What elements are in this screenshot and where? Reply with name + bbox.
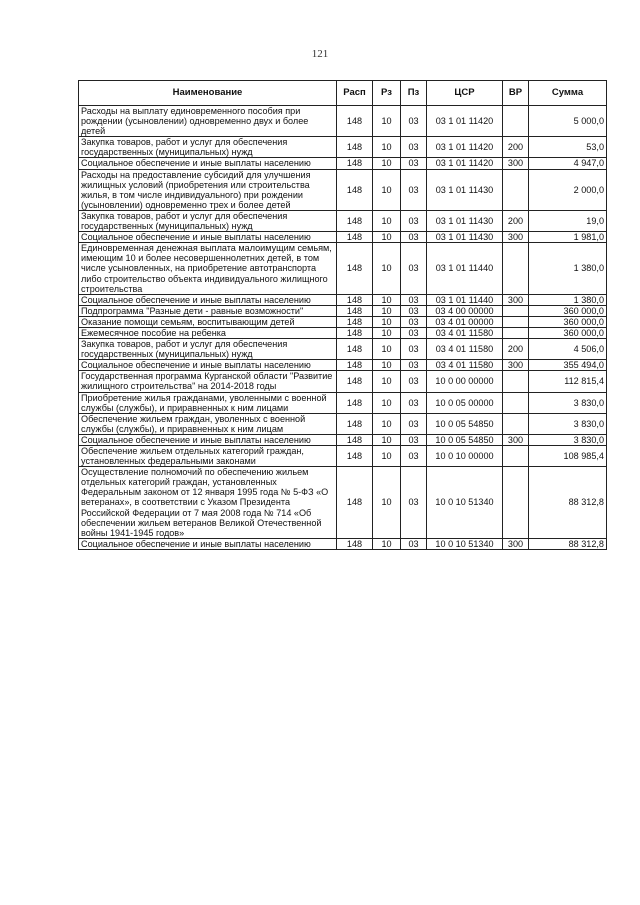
cell-vr: [503, 243, 529, 294]
cell-vr: [503, 316, 529, 327]
table-body: [79, 106, 607, 550]
table-row: [79, 243, 607, 294]
table-row: [79, 327, 607, 338]
cell-pz: 03: [401, 169, 427, 210]
cell-rasp: 148: [337, 392, 373, 413]
cell-rz: 10: [373, 232, 401, 243]
cell-pz: 03: [401, 243, 427, 294]
cell-pz: 03: [401, 316, 427, 327]
cell-rasp: 148: [337, 360, 373, 371]
table-row: [79, 158, 607, 169]
cell-vr: [503, 467, 529, 539]
cell-name: Социальное обеспечение и иные выплаты населению: [79, 158, 337, 169]
cell-csr: 10 0 05 00000: [427, 392, 503, 413]
budget-table: [78, 80, 607, 550]
cell-name: Государственная программа Курганской области "Развитие жилищного строительства" на 2014-2018 годы: [79, 371, 337, 392]
cell-name: Социальное обеспечение и иные выплаты населению: [79, 232, 337, 243]
cell-sum: 53,0: [529, 137, 607, 158]
cell-sum: 4 947,0: [529, 158, 607, 169]
cell-rz: 10: [373, 316, 401, 327]
cell-csr: 10 0 10 00000: [427, 446, 503, 467]
table-header-row: [79, 81, 607, 106]
cell-vr: [503, 305, 529, 316]
header-rz: Рз: [373, 81, 401, 106]
cell-vr: [503, 106, 529, 137]
cell-csr: 03 4 00 00000: [427, 305, 503, 316]
cell-rz: 10: [373, 305, 401, 316]
cell-vr: 300: [503, 434, 529, 445]
header-sum: Сумма: [529, 81, 607, 106]
cell-rz: 10: [373, 137, 401, 158]
cell-name: Осуществление полномочий по обеспечению жильем отдельных категорий граждан, установленных Федеральным законом от 12 января 1995 года № 5-ФЗ «О ветеранах», в соответствии с Указом Президента Российской Федерации от 7 мая 2008 года № 714 «Об обеспечении жильем ветеранов Великой Отечественной войны 1941-1945 годов»: [79, 467, 337, 539]
cell-name: Закупка товаров, работ и услуг для обеспечения государственных (муниципальных) нужд: [79, 210, 337, 231]
cell-csr: 03 4 01 11580: [427, 327, 503, 338]
cell-name: Расходы на выплату единовременного пособия при рождении (усыновлении) одновременно двух и более детей: [79, 106, 337, 137]
cell-rasp: 148: [337, 316, 373, 327]
cell-sum: 3 830,0: [529, 434, 607, 445]
table-row: [79, 210, 607, 231]
cell-rz: 10: [373, 392, 401, 413]
cell-vr: 300: [503, 360, 529, 371]
cell-csr: 03 1 01 11440: [427, 294, 503, 305]
cell-csr: 10 0 05 54850: [427, 413, 503, 434]
cell-sum: 4 506,0: [529, 339, 607, 360]
cell-csr: 10 0 00 00000: [427, 371, 503, 392]
cell-vr: [503, 392, 529, 413]
cell-rz: 10: [373, 106, 401, 137]
table-row: [79, 392, 607, 413]
cell-rasp: 148: [337, 158, 373, 169]
cell-pz: 03: [401, 538, 427, 549]
table-row: [79, 371, 607, 392]
cell-rasp: 148: [337, 413, 373, 434]
cell-rasp: 148: [337, 371, 373, 392]
table-row: [79, 538, 607, 549]
cell-pz: 03: [401, 210, 427, 231]
cell-pz: 03: [401, 305, 427, 316]
cell-sum: 1 380,0: [529, 243, 607, 294]
cell-pz: 03: [401, 137, 427, 158]
cell-rz: 10: [373, 467, 401, 539]
cell-name: Расходы на предоставление субсидий для улучшения жилищных условий (приобретения или строительства жилья, в том числе индивидуального) при рождении (усыновлении) одновременно трех и более детей: [79, 169, 337, 210]
cell-sum: 360 000,0: [529, 305, 607, 316]
cell-sum: 360 000,0: [529, 316, 607, 327]
table-row: [79, 232, 607, 243]
cell-sum: 360 000,0: [529, 327, 607, 338]
cell-sum: 1 380,0: [529, 294, 607, 305]
cell-sum: 5 000,0: [529, 106, 607, 137]
cell-rasp: 148: [337, 305, 373, 316]
header-pz: Пз: [401, 81, 427, 106]
cell-name: Оказание помощи семьям, воспитывающим детей: [79, 316, 337, 327]
cell-rz: 10: [373, 339, 401, 360]
cell-name: Ежемесячное пособие на ребенка: [79, 327, 337, 338]
cell-name: Социальное обеспечение и иные выплаты населению: [79, 538, 337, 549]
cell-pz: 03: [401, 392, 427, 413]
cell-csr: 10 0 10 51340: [427, 538, 503, 549]
cell-rasp: 148: [337, 339, 373, 360]
table-row: [79, 169, 607, 210]
cell-rasp: 148: [337, 294, 373, 305]
cell-pz: 03: [401, 339, 427, 360]
cell-rz: 10: [373, 371, 401, 392]
cell-sum: 355 494,0: [529, 360, 607, 371]
cell-rz: 10: [373, 327, 401, 338]
cell-name: Приобретение жилья гражданами, уволенными с военной службы (службы), и приравненных к ним лицами: [79, 392, 337, 413]
table-row: [79, 446, 607, 467]
cell-rasp: 148: [337, 232, 373, 243]
cell-csr: 03 4 01 00000: [427, 316, 503, 327]
header-vr: ВР: [503, 81, 529, 106]
cell-rasp: 148: [337, 467, 373, 539]
header-name: Наименование: [79, 81, 337, 106]
cell-csr: 03 1 01 11420: [427, 158, 503, 169]
cell-vr: 300: [503, 232, 529, 243]
cell-csr: 03 1 01 11420: [427, 137, 503, 158]
table-row: [79, 467, 607, 539]
cell-pz: 03: [401, 360, 427, 371]
table-row: [79, 413, 607, 434]
cell-sum: 88 312,8: [529, 467, 607, 539]
cell-csr: 03 1 01 11430: [427, 210, 503, 231]
table-row: [79, 106, 607, 137]
cell-sum: 3 830,0: [529, 392, 607, 413]
cell-sum: 108 985,4: [529, 446, 607, 467]
cell-rz: 10: [373, 360, 401, 371]
cell-rasp: 148: [337, 106, 373, 137]
cell-name: Единовременная денежная выплата малоимущим семьям, имеющим 10 и более несовершеннолетних детей, в том числе усыновленных, на приобретение автотранспорта либо строительство объекта индивидуального жилищного строительства: [79, 243, 337, 294]
cell-rasp: 148: [337, 169, 373, 210]
cell-rasp: 148: [337, 434, 373, 445]
cell-rz: 10: [373, 434, 401, 445]
cell-vr: [503, 327, 529, 338]
cell-rz: 10: [373, 158, 401, 169]
cell-rz: 10: [373, 210, 401, 231]
cell-rasp: 148: [337, 210, 373, 231]
cell-csr: 03 1 01 11430: [427, 169, 503, 210]
cell-pz: 03: [401, 232, 427, 243]
cell-sum: 88 312,8: [529, 538, 607, 549]
table-row: [79, 339, 607, 360]
cell-rz: 10: [373, 243, 401, 294]
cell-pz: 03: [401, 434, 427, 445]
cell-rasp: 148: [337, 327, 373, 338]
cell-sum: 3 830,0: [529, 413, 607, 434]
cell-name: Социальное обеспечение и иные выплаты населению: [79, 360, 337, 371]
cell-rz: 10: [373, 169, 401, 210]
cell-csr: 03 1 01 11420: [427, 106, 503, 137]
cell-name: Обеспечение жильем граждан, уволенных с военной службы (службы), и приравненных к ним лицам: [79, 413, 337, 434]
cell-pz: 03: [401, 327, 427, 338]
cell-name: Закупка товаров, работ и услуг для обеспечения государственных (муниципальных) нужд: [79, 137, 337, 158]
cell-pz: 03: [401, 158, 427, 169]
cell-rasp: 148: [337, 137, 373, 158]
cell-vr: 300: [503, 294, 529, 305]
cell-csr: 03 1 01 11430: [427, 232, 503, 243]
cell-pz: 03: [401, 294, 427, 305]
table-row: [79, 305, 607, 316]
cell-sum: 1 981,0: [529, 232, 607, 243]
cell-sum: 2 000,0: [529, 169, 607, 210]
cell-rasp: 148: [337, 243, 373, 294]
cell-csr: 03 4 01 11580: [427, 339, 503, 360]
table-row: [79, 294, 607, 305]
cell-pz: 03: [401, 446, 427, 467]
cell-vr: 300: [503, 158, 529, 169]
cell-pz: 03: [401, 413, 427, 434]
cell-vr: 200: [503, 210, 529, 231]
cell-vr: 300: [503, 538, 529, 549]
table-row: [79, 360, 607, 371]
cell-name: Социальное обеспечение и иные выплаты населению: [79, 294, 337, 305]
header-rasp: Расп: [337, 81, 373, 106]
cell-name: Социальное обеспечение и иные выплаты населению: [79, 434, 337, 445]
table-row: [79, 316, 607, 327]
cell-vr: [503, 446, 529, 467]
cell-name: Обеспечение жильем отдельных категорий граждан, установленных федеральными законами: [79, 446, 337, 467]
cell-rz: 10: [373, 446, 401, 467]
cell-rasp: 148: [337, 538, 373, 549]
table-row: [79, 137, 607, 158]
cell-csr: 03 1 01 11440: [427, 243, 503, 294]
page-number: 121: [311, 48, 329, 60]
cell-sum: 112 815,4: [529, 371, 607, 392]
cell-vr: 200: [503, 339, 529, 360]
cell-rz: 10: [373, 294, 401, 305]
cell-name: Закупка товаров, работ и услуг для обеспечения государственных (муниципальных) нужд: [79, 339, 337, 360]
cell-vr: 200: [503, 137, 529, 158]
cell-rz: 10: [373, 538, 401, 549]
cell-vr: [503, 413, 529, 434]
cell-csr: 10 0 05 54850: [427, 434, 503, 445]
cell-pz: 03: [401, 106, 427, 137]
table-row: [79, 434, 607, 445]
cell-vr: [503, 371, 529, 392]
header-csr: ЦСР: [427, 81, 503, 106]
cell-csr: 03 4 01 11580: [427, 360, 503, 371]
cell-vr: [503, 169, 529, 210]
cell-csr: 10 0 10 51340: [427, 467, 503, 539]
cell-pz: 03: [401, 467, 427, 539]
cell-rasp: 148: [337, 446, 373, 467]
cell-rz: 10: [373, 413, 401, 434]
cell-name: Подпрограмма "Разные дети - равные возможности": [79, 305, 337, 316]
cell-sum: 19,0: [529, 210, 607, 231]
cell-pz: 03: [401, 371, 427, 392]
